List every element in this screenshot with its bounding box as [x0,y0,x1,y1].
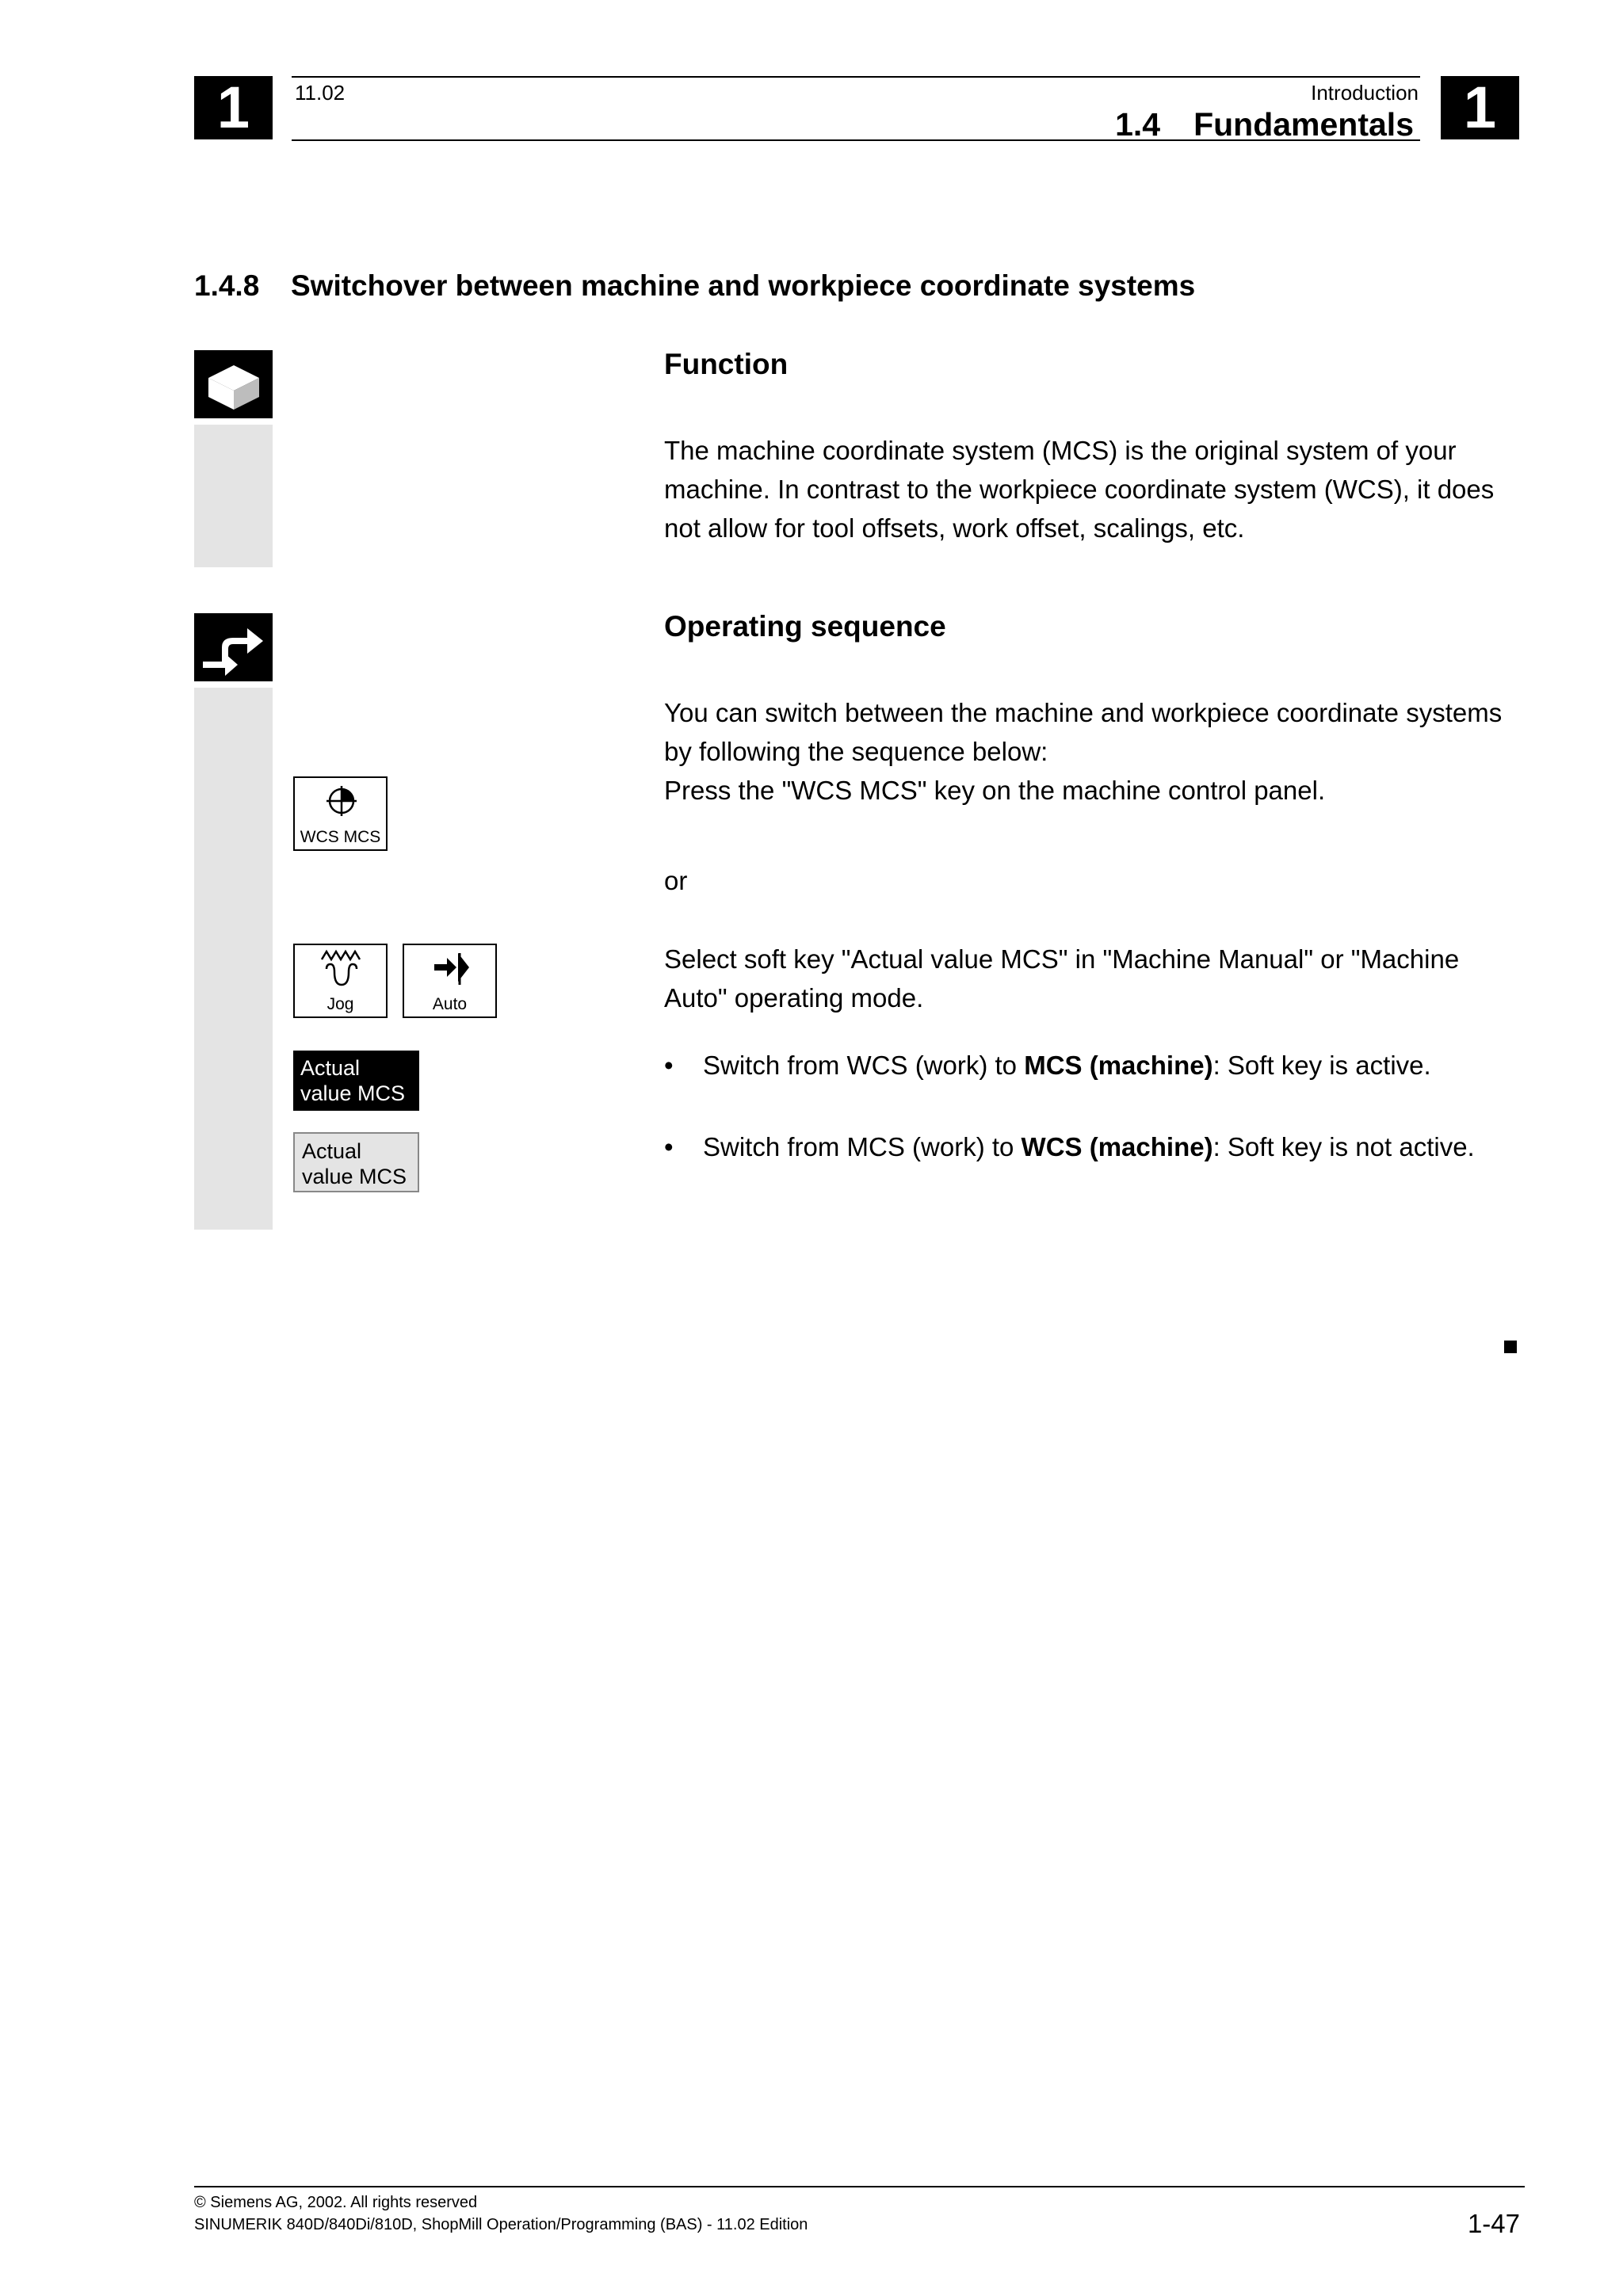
bullet-text: Switch from MCS (work) to WCS (machine): Soft key is not active. [703,1132,1475,1161]
end-of-section-mark [1504,1341,1517,1353]
footer-copyright: © Siemens AG, 2002. All rights reserved [194,2194,478,2211]
operating-heading: Operating sequence [664,610,946,643]
jog-key-label: Jog [327,995,354,1013]
bullet-dot: • [664,1051,674,1080]
auto-key[interactable] [403,944,497,1018]
header-top-rule [292,76,1420,78]
softkey-actual-value-mcs-inactive[interactable]: Actual value MCS [293,1132,419,1192]
operating-side-bar [194,688,273,1230]
footer-product: SINUMERIK 840D/840Di/810D, ShopMill Operation/Programming (BAS) - 11.02 Edition [194,2216,808,2233]
operating-press-key: Press the "WCS MCS" key on the machine control panel. [664,776,1326,805]
wcs-mcs-key-label: WCS MCS [300,828,381,846]
function-cube-icon [194,350,273,418]
bullet-item-wcs [664,1127,1536,1166]
bullet-item-mcs [664,1046,1536,1085]
operating-or: or [664,866,688,895]
softkey-actual-value-mcs-active[interactable]: Actual value MCS [293,1051,419,1111]
function-heading: Function [664,348,789,380]
function-text: The machine coordinate system (MCS) is the original system of your machine. In contrast to the workpiece coordinate system (WCS), it does not allow for tool offsets, work offset, scalings, etc. [664,436,1495,543]
section-title: Switchover between machine and workpiece coordinate systems [291,269,1196,302]
header-section-name: Fundamentals [1193,106,1414,143]
auto-arrow-icon [431,950,472,990]
header-chapter-name: Introduction [1311,81,1419,105]
auto-key-label: Auto [432,995,468,1013]
bullet-dot: • [664,1132,674,1161]
section-heading [194,271,1195,300]
coordinate-crosshair-icon [325,784,358,818]
section-number: 1.4.8 [194,269,260,302]
chapter-number-left: 1 [216,74,250,140]
chapter-tab-left [194,76,273,139]
operating-sequence-icon [194,613,273,681]
bullet-text: Switch from WCS (work) to MCS (machine): Soft key is active. [703,1051,1431,1080]
jog-key[interactable] [293,944,388,1018]
header-section-number: 1.4 [1115,106,1161,143]
operating-softkey-text: Select soft key "Actual value MCS" in "Machine Manual" or "Machine Auto" operating mode. [664,944,1460,1013]
jog-waveform-icon [317,948,366,991]
chapter-tab-right [1441,76,1519,139]
header-section-title [1115,106,1414,143]
wcs-mcs-key[interactable] [293,776,388,851]
page-number: 1-47 [1467,2209,1520,2238]
header-version: 11.02 [295,81,346,105]
operating-intro: You can switch between the machine and workpiece coordinate systems by following the sequence below: [664,698,1503,766]
chapter-number-right: 1 [1463,74,1497,140]
footer-rule [194,2186,1525,2187]
function-side-bar [194,425,273,567]
